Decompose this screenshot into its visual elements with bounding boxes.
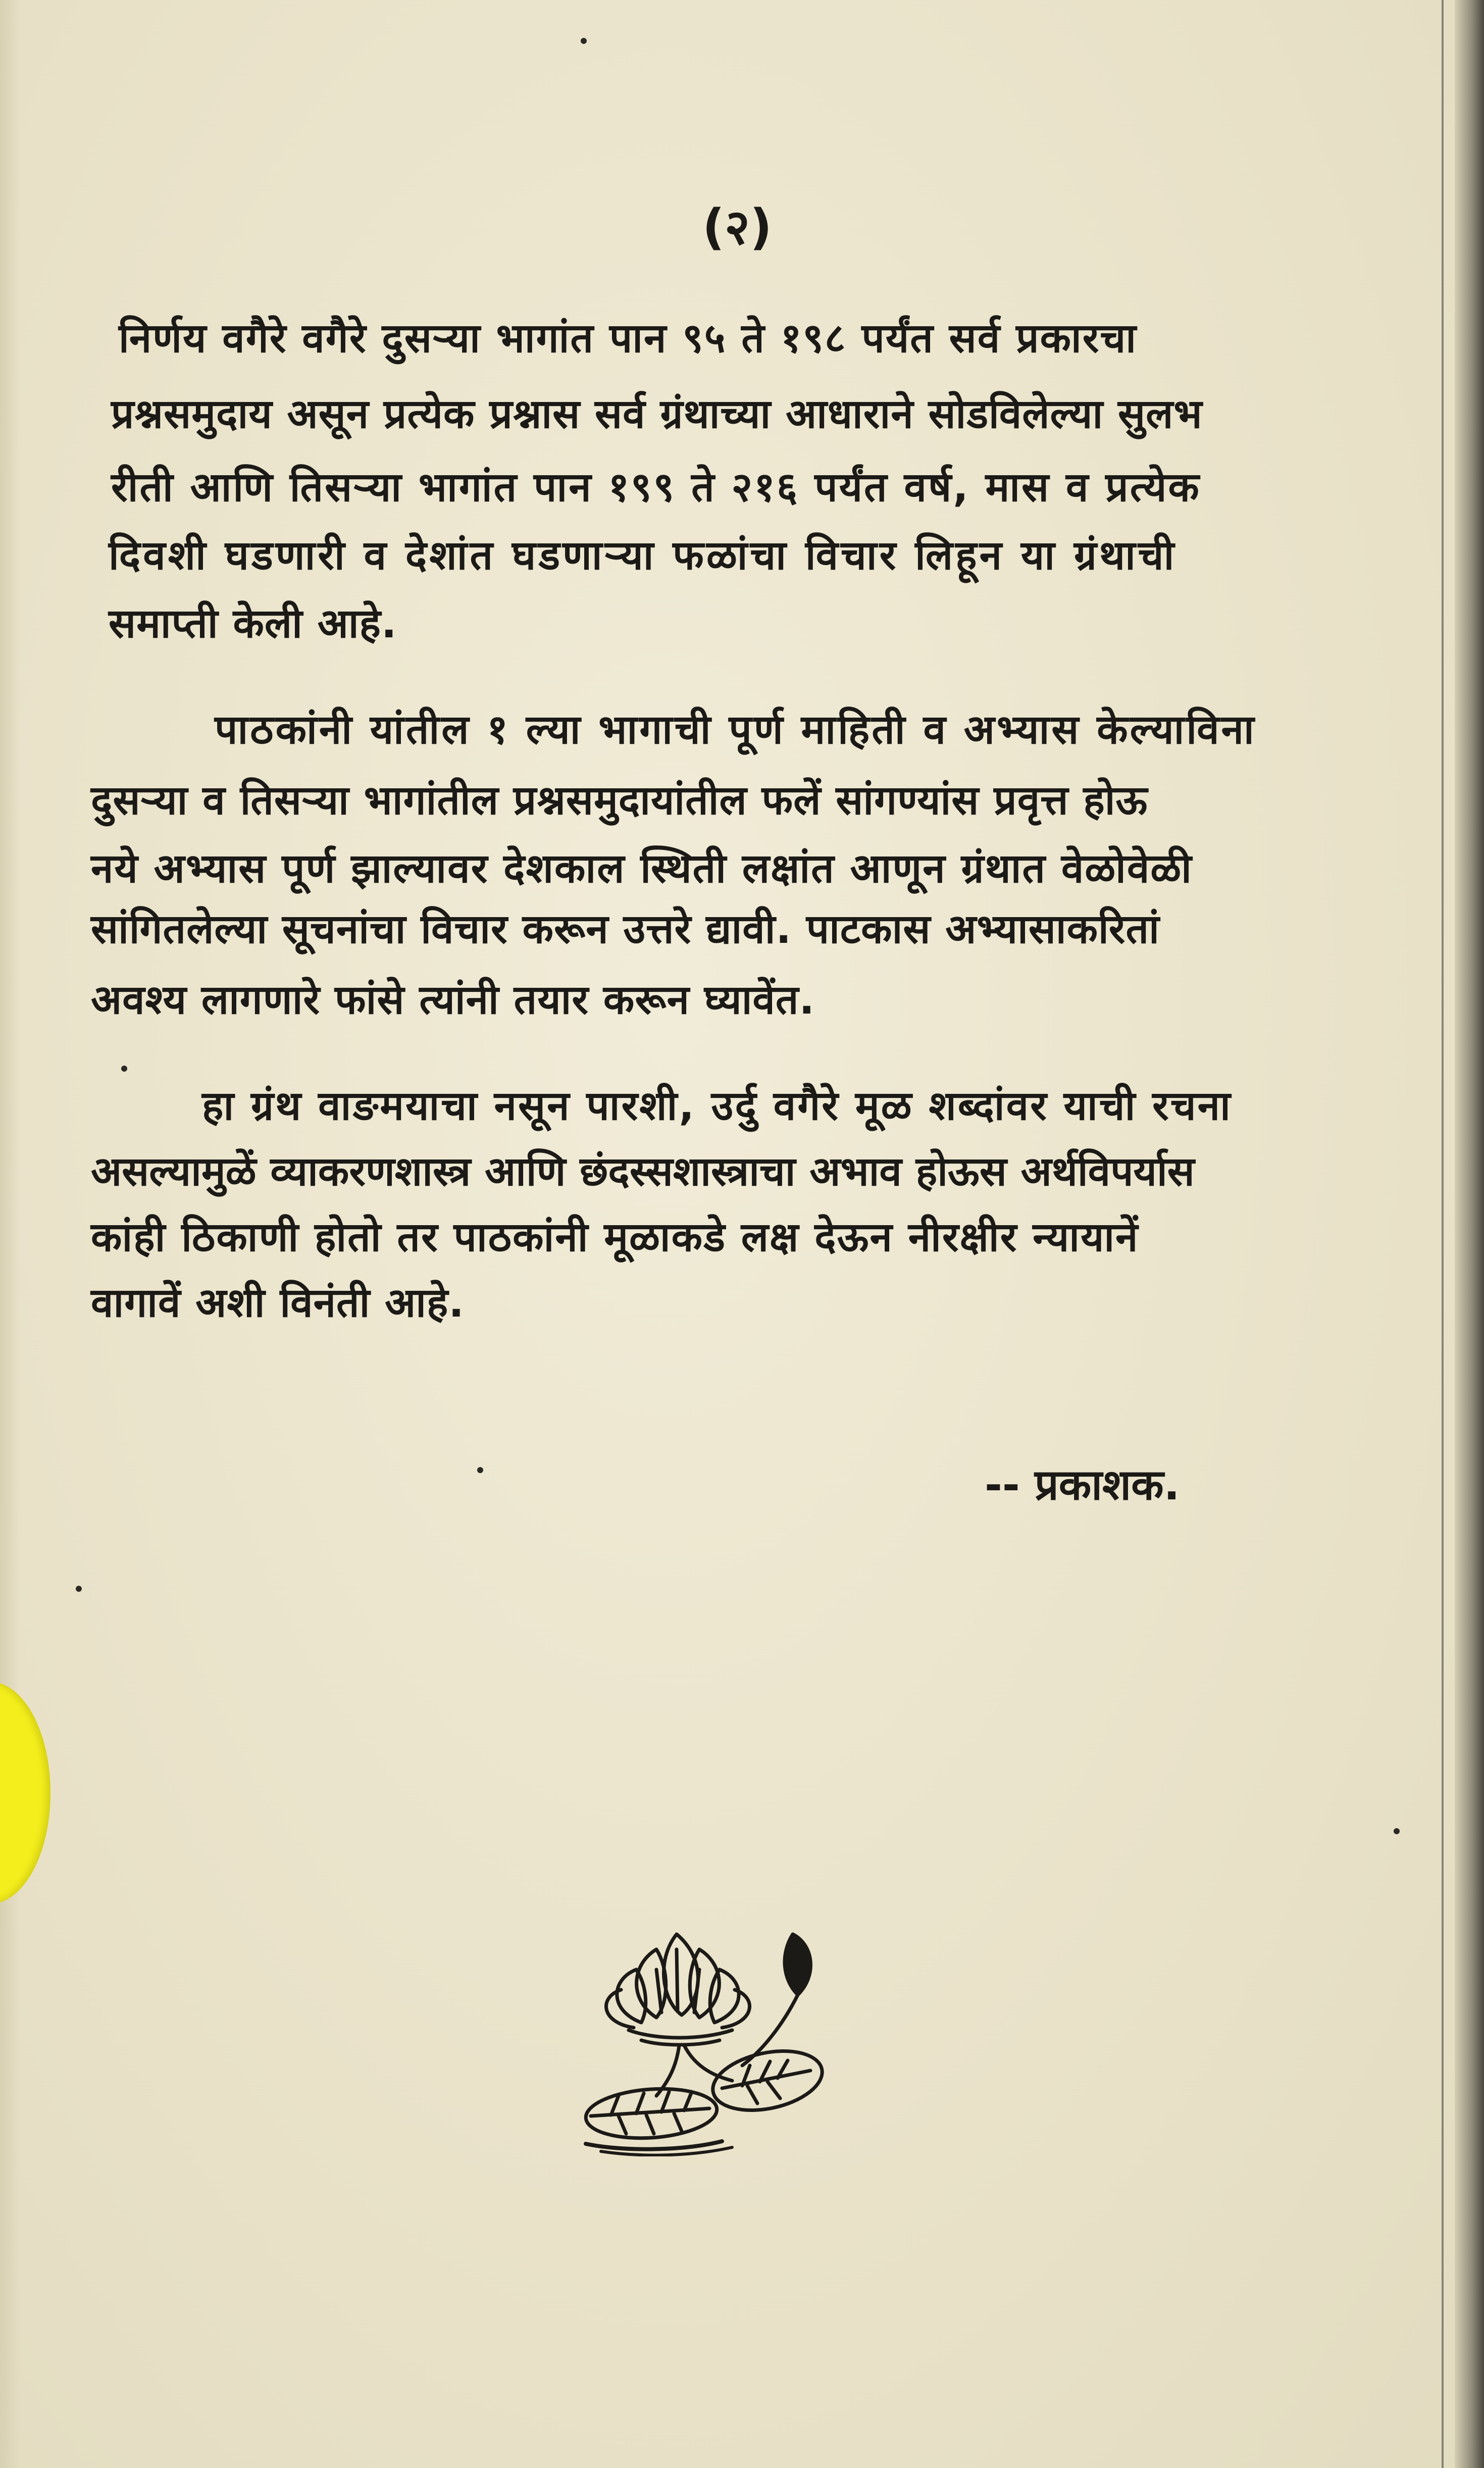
lotus-ornament-icon xyxy=(581,1914,843,2156)
paper-speck xyxy=(477,1467,483,1473)
paper-speck xyxy=(1394,1828,1400,1834)
text-line: अवश्य लागणारे फांसे त्यांनी तयार करून घ्यावेंत. xyxy=(91,976,815,1023)
text-line: नये अभ्यास पूर्ण झाल्यावर देशकाल स्थिती लक्षांत आणून ग्रंथात वेळोवेळी xyxy=(91,845,1193,892)
text-line: समाप्ती केली आहे. xyxy=(109,600,397,647)
text-line: निर्णय वगैरे वगैरे दुसऱ्या भागांत पान ९५ ते १९८ पर्यंत सर्व प्रकारचा xyxy=(119,315,1138,362)
text-line: कांही ठिकाणी होतो तर पाठकांनी मूळाकडे लक्ष देऊन नीरक्षीर न्यायानें xyxy=(91,1214,1139,1261)
text-line: दुसऱ्या व तिसऱ्या भागांतील प्रश्नसमुदायांतील फलें सांगण्यांस प्रवृत्त होऊ xyxy=(91,777,1148,824)
page-binding-line xyxy=(1442,0,1444,2468)
page-right-edge xyxy=(1455,0,1484,2468)
publisher-signature: -- प्रकाशक. xyxy=(985,1460,1180,1509)
paper-speck xyxy=(121,1066,127,1072)
text-line: पाठकांनी यांतील १ ल्या भागाची पूर्ण माहिती व अभ्यास केल्याविना xyxy=(215,706,1256,753)
text-line: दिवशी घडणारी व देशांत घडणाऱ्या फळांचा विचार लिहून या ग्रंथाची xyxy=(109,532,1177,579)
text-line: वागावें अशी विनंती आहे. xyxy=(91,1279,465,1326)
paper-speck xyxy=(76,1586,82,1592)
page-number: (२) xyxy=(702,199,772,256)
text-line: असल्यामुळें व्याकरणशास्त्र आणि छंदस्सशास्त्राचा अभाव होऊस अर्थविपर्यास xyxy=(91,1148,1195,1195)
text-line: हा ग्रंथ वाङमयाचा नसून पारशी, उर्दु वगैरे मूळ शब्दांवर याची रचना xyxy=(202,1082,1232,1129)
yellow-bookmark-tab xyxy=(0,1682,50,1904)
paper-speck xyxy=(581,38,587,44)
text-line: सांगितलेल्या सूचनांचा विचार करून उत्तरे द्यावी. पाटकास अभ्यासाकरितां xyxy=(91,905,1160,952)
text-line: रीती आणि तिसऱ्या भागांत पान १९९ ते २१६ पर्यंत वर्ष, मास व प्रत्येक xyxy=(111,464,1201,511)
page-left-shadow xyxy=(0,0,20,2468)
text-line: प्रश्नसमुदाय असून प्रत्येक प्रश्नास सर्व ग्रंथाच्या आधाराने सोडविलेल्या सुलभ xyxy=(111,390,1203,437)
